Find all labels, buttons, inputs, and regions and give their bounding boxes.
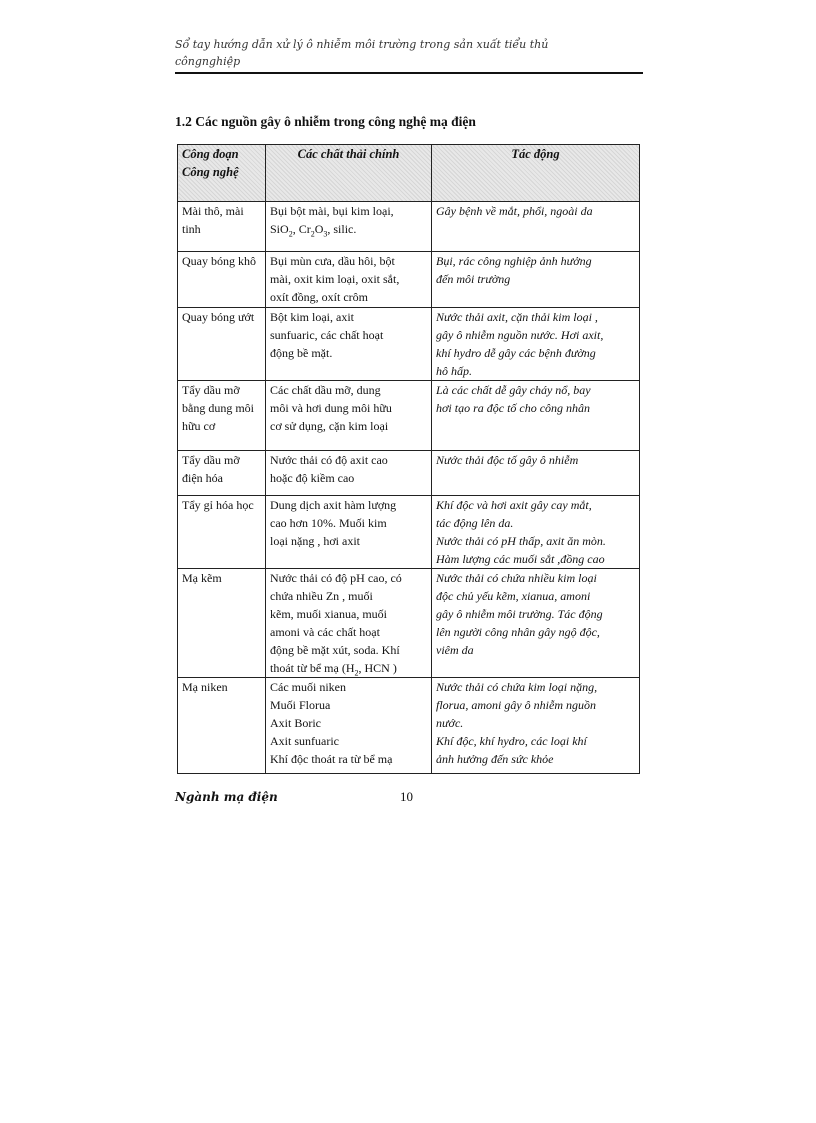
waste-line: Nước thải có độ axit cao xyxy=(270,453,388,467)
impact-line: viêm da xyxy=(436,643,474,657)
waste-line: loại nặng , hơi axit xyxy=(270,534,360,548)
waste-line: mài, oxit kim loại, oxit sắt, xyxy=(270,272,400,286)
waste-line: Bụi bột mài, bụi kim loại, xyxy=(270,204,394,218)
cell-stage: Mạ niken xyxy=(178,678,266,774)
waste-line: động bề mặt xút, soda. Khí xyxy=(270,643,400,657)
impact-line: Nước thải độc tố gây ô nhiễm xyxy=(436,453,579,467)
table-row xyxy=(178,202,640,252)
impact-line: hơi tạo ra độc tố cho công nhân xyxy=(436,401,591,415)
header-line-1: Sổ tay hướng dẫn xử lý ô nhiễm môi trường trong sản xuất tiểu thủ xyxy=(175,38,549,51)
formula-text: , silic. xyxy=(327,222,357,236)
waste-line: Bột kim loại, axit xyxy=(270,310,354,324)
cell-waste xyxy=(266,381,432,451)
header-divider xyxy=(175,72,643,74)
cell-impact xyxy=(432,678,640,774)
cell-stage: Quay bóng ướt xyxy=(178,308,266,381)
cell-impact xyxy=(432,252,640,308)
waste-line: Các chất dầu mỡ, dung xyxy=(270,383,381,397)
waste-line: Axit sunfuaric xyxy=(270,734,339,748)
section-title: 1.2 Các nguồn gây ô nhiễm trong công nghệ mạ điện xyxy=(175,114,476,129)
table-row xyxy=(178,252,640,308)
impact-line: tác động lên da. xyxy=(436,516,514,530)
cell-impact xyxy=(432,308,640,381)
impact-line: lên người công nhân gây ngộ độc, xyxy=(436,625,600,639)
cell-waste xyxy=(266,451,432,496)
formula-subscript: 3 xyxy=(323,229,328,239)
impact-line: đến môi trường xyxy=(436,272,511,286)
cell-stage: Tẩy dầu mỡ bằng dung môi hữu cơ xyxy=(178,381,266,451)
cell-impact xyxy=(432,202,640,252)
impact-line: Nước thải có chứa kim loại nặng, xyxy=(436,680,598,694)
impact-line: florua, amoni gây ô nhiễm nguồn xyxy=(436,698,596,712)
waste-line: cơ sử dụng, cặn kim loại xyxy=(270,419,389,433)
waste-line: kẽm, muối xianua, muối xyxy=(270,607,387,621)
cell-waste xyxy=(266,496,432,569)
impact-line: độc chủ yếu kẽm, xianua, amoni xyxy=(436,589,591,603)
impact-line: khí hydro dễ gây các bệnh đường xyxy=(436,346,596,360)
table-row xyxy=(178,569,640,678)
waste-line: Muối Florua xyxy=(270,698,331,712)
impact-line: gây ô nhiễm môi trường. Tác động xyxy=(436,607,603,621)
impact-line: Khí độc, khí hydro, các loại khí xyxy=(436,734,587,748)
impact-line: Nước thải axit, cặn thải kim loại , xyxy=(436,310,598,324)
running-header xyxy=(175,36,643,70)
cell-impact xyxy=(432,496,640,569)
waste-formula-line xyxy=(270,659,427,677)
cell-stage: Tẩy gỉ hóa học xyxy=(178,496,266,569)
pollution-sources-table xyxy=(177,144,640,774)
waste-line: môi và hơi dung môi hữu xyxy=(270,401,392,415)
waste-line: Axit Boric xyxy=(270,716,321,730)
waste-line: Dung dịch axit hàm lượng xyxy=(270,498,397,512)
waste-line: Bụi mùn cưa, dầu hôi, bột xyxy=(270,254,395,268)
cell-impact xyxy=(432,569,640,678)
header-stage xyxy=(178,145,266,202)
cell-stage: Tẩy dầu mỡ điện hóa xyxy=(178,451,266,496)
cell-impact xyxy=(432,451,640,496)
header-line-2: côngnghiệp xyxy=(175,55,241,68)
waste-line: cao hơn 10%. Muối kim xyxy=(270,516,387,530)
cell-waste xyxy=(266,202,432,252)
impact-line: Khí độc và hơi axit gây cay mắt, xyxy=(436,498,592,512)
impact-line: Hàm lượng các muối sắt ,đồng cao xyxy=(436,552,605,566)
waste-line: chứa nhiều Zn , muối xyxy=(270,589,373,603)
waste-line: sunfuaric, các chất hoạt xyxy=(270,328,384,342)
impact-line: Gây bệnh về mắt, phổi, ngoài da xyxy=(436,204,593,218)
page-number: 10 xyxy=(400,789,413,804)
waste-line: amoni và các chất hoạt xyxy=(270,625,380,639)
table-row xyxy=(178,496,640,569)
cell-waste xyxy=(266,569,432,678)
impact-line: nước. xyxy=(436,716,464,730)
waste-line: Khí độc thoát ra từ bể mạ xyxy=(270,752,393,766)
table-body xyxy=(178,202,640,774)
cell-waste xyxy=(266,308,432,381)
footer-chapter: Ngành mạ điện xyxy=(175,790,278,804)
table-row xyxy=(178,308,640,381)
cell-stage: Quay bóng khô xyxy=(178,252,266,308)
header-waste: Các chất thải chính xyxy=(266,145,432,202)
waste-line: Nước thải có độ pH cao, có xyxy=(270,571,402,585)
impact-line: ảnh hưởng đến sức khỏe xyxy=(436,752,554,766)
waste-formula-line xyxy=(270,220,427,238)
formula-subscript: 2 xyxy=(354,668,359,678)
impact-line: Là các chất dễ gây cháy nổ, bay xyxy=(436,383,591,397)
cell-waste xyxy=(266,678,432,774)
waste-line: hoặc độ kiềm cao xyxy=(270,471,355,485)
impact-line: gây ô nhiễm nguồn nước. Hơi axit, xyxy=(436,328,604,342)
table-row xyxy=(178,381,640,451)
impact-line: hô hấp. xyxy=(436,364,472,378)
cell-impact xyxy=(432,381,640,451)
formula-text: SiO xyxy=(270,222,289,236)
waste-line: oxít đồng, oxít crôm xyxy=(270,290,368,304)
impact-line: Bụi, rác công nghiệp ảnh hưởng xyxy=(436,254,592,268)
header-stage-line-1: Công đoạn xyxy=(182,147,239,161)
impact-line: Nước thải có chứa nhiều kim loại xyxy=(436,571,597,585)
formula-subscript: 2 xyxy=(310,229,315,239)
header-stage-line-2: Công nghệ xyxy=(182,165,239,179)
cell-waste xyxy=(266,252,432,308)
formula-text: , Cr xyxy=(292,222,311,236)
impact-line: Nước thải có pH thấp, axit ăn mòn. xyxy=(436,534,606,548)
table-header-row xyxy=(178,145,640,202)
table-row xyxy=(178,451,640,496)
header-impact: Tác động xyxy=(432,145,640,202)
table-row xyxy=(178,678,640,774)
formula-text: , HCN ) xyxy=(358,661,397,675)
formula-text: O xyxy=(314,222,324,236)
formula-subscript: 2 xyxy=(288,229,293,239)
cell-stage: Mạ kẽm xyxy=(178,569,266,678)
waste-line: động bề mặt. xyxy=(270,346,333,360)
formula-text: thoát từ bể mạ (H xyxy=(270,661,355,675)
cell-stage: Mài thô, mài tinh xyxy=(178,202,266,252)
waste-line: Các muối niken xyxy=(270,680,346,694)
